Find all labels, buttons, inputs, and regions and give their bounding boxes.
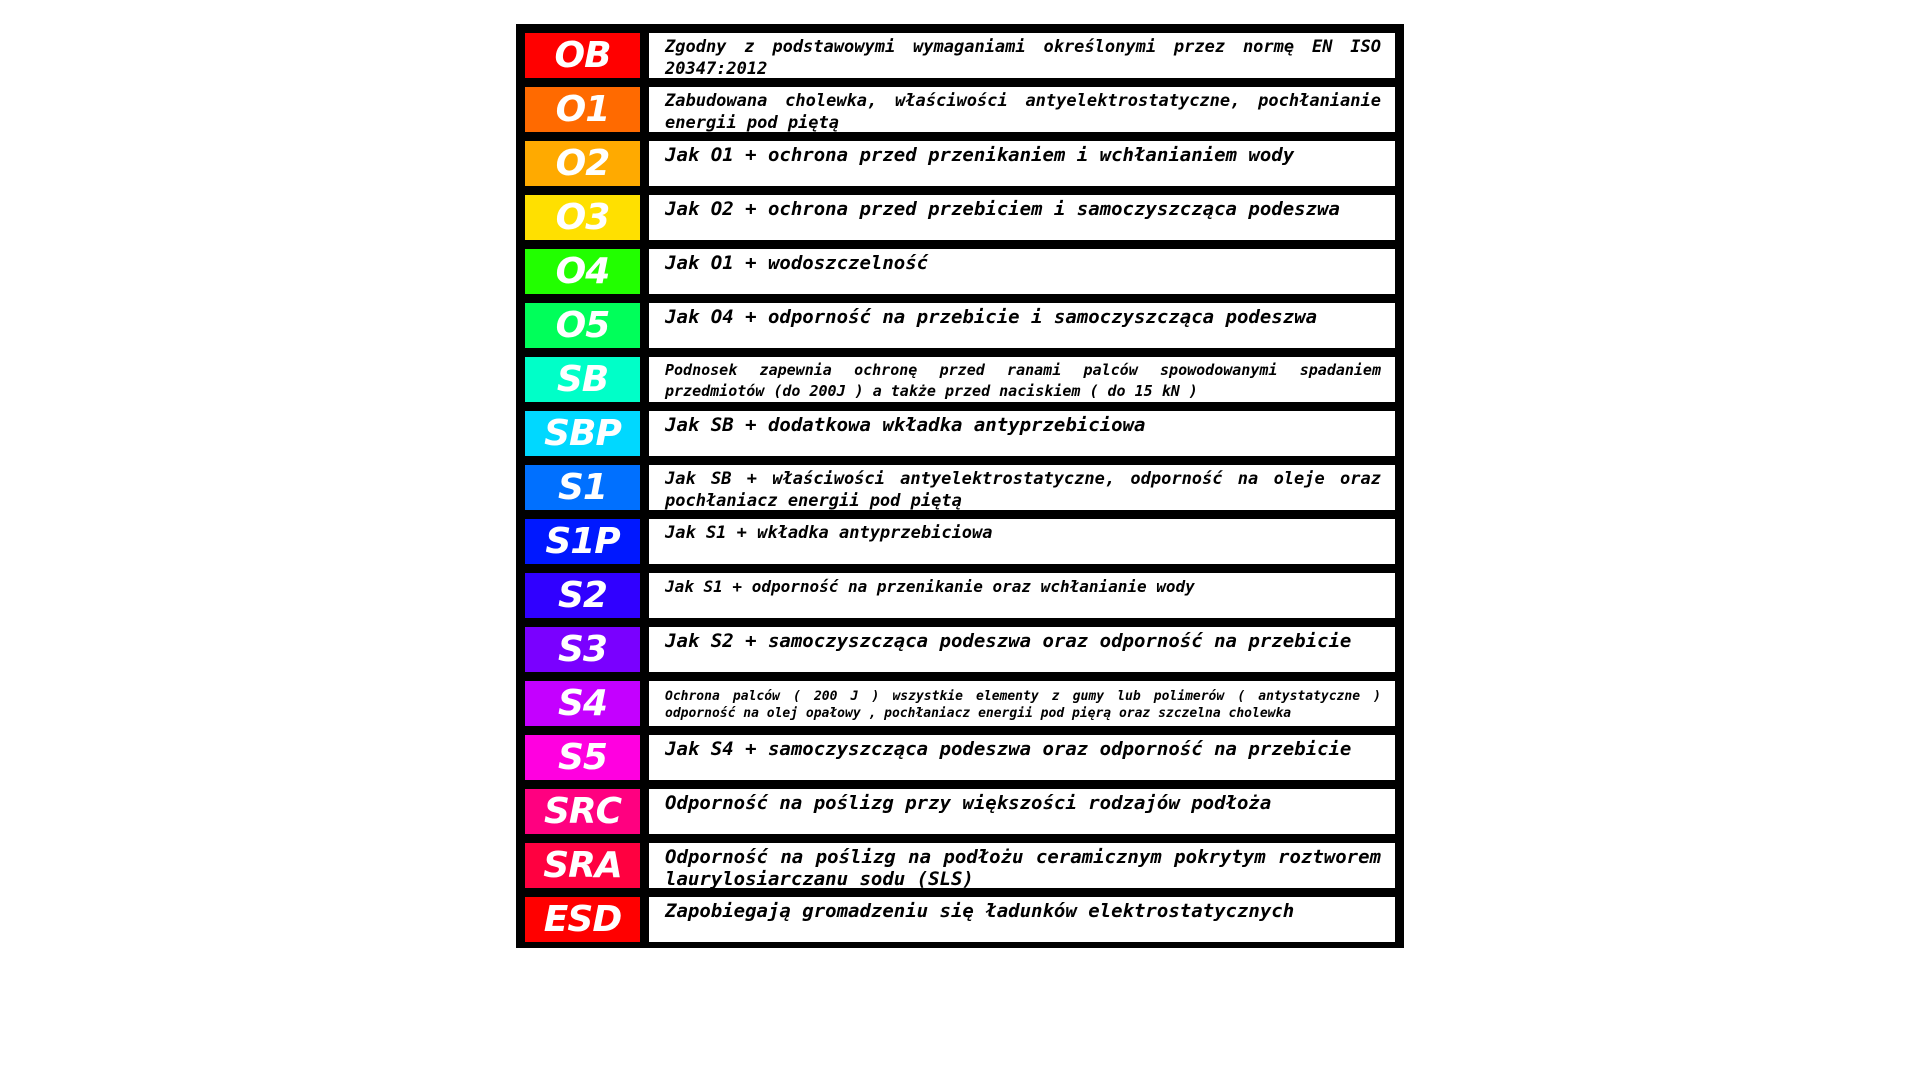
class-code-badge: SRC bbox=[525, 789, 640, 834]
class-row-src bbox=[525, 789, 1395, 834]
class-code-badge: O4 bbox=[525, 249, 640, 294]
class-row-s1p bbox=[525, 519, 1395, 564]
class-code-badge: O1 bbox=[525, 87, 640, 132]
class-row-s5 bbox=[525, 735, 1395, 780]
class-row-sra bbox=[525, 843, 1395, 888]
class-row-ob bbox=[525, 33, 1395, 78]
class-description: Odporność na poślizg przy większości rodzajów podłoża bbox=[649, 789, 1395, 834]
class-description: Jak O1 + ochrona przed przenikaniem i wchłanianiem wody bbox=[649, 141, 1395, 186]
class-row-sb bbox=[525, 357, 1395, 402]
class-code-badge: O5 bbox=[525, 303, 640, 348]
class-code-badge: SRA bbox=[525, 843, 640, 888]
class-row-o2 bbox=[525, 141, 1395, 186]
class-row-s1 bbox=[525, 465, 1395, 510]
class-description: Jak S4 + samoczyszcząca podeszwa oraz odporność na przebicie bbox=[649, 735, 1395, 780]
class-description: Jak O1 + wodoszczelność bbox=[649, 249, 1395, 294]
class-code-badge: S5 bbox=[525, 735, 640, 780]
class-code-badge: S2 bbox=[525, 573, 640, 618]
class-code-badge: S1 bbox=[525, 465, 640, 510]
class-description: Zabudowana cholewka, właściwości antyelektrostatyczne, pochłanianie energii pod piętą bbox=[649, 87, 1395, 132]
class-row-o5 bbox=[525, 303, 1395, 348]
class-description: Odporność na poślizg na podłożu ceramicznym pokrytym roztworem laurylosiarczanu sodu (SLS) bbox=[649, 843, 1395, 888]
class-code-badge: S1P bbox=[525, 519, 640, 564]
class-row-s3 bbox=[525, 627, 1395, 672]
class-code-badge: S3 bbox=[525, 627, 640, 672]
class-row-esd bbox=[525, 897, 1395, 942]
class-description: Jak S1 + wkładka antyprzebiciowa bbox=[649, 519, 1395, 564]
class-description: Ochrona palców ( 200 J ) wszystkie elementy z gumy lub polimerów ( antystatyczne ) odporność na olej opałowy , pochłaniacz energii pod pięrą oraz szczelna cholewka bbox=[649, 681, 1395, 726]
class-description: Zgodny z podstawowymi wymaganiami określonymi przez normę EN ISO 20347:2012 bbox=[649, 33, 1395, 78]
class-row-s2 bbox=[525, 573, 1395, 618]
class-code-badge: S4 bbox=[525, 681, 640, 726]
class-description: Jak SB + dodatkowa wkładka antyprzebiciowa bbox=[649, 411, 1395, 456]
safety-class-table bbox=[516, 24, 1404, 948]
class-row-o4 bbox=[525, 249, 1395, 294]
class-description: Podnosek zapewnia ochronę przed ranami palców spowodowanymi spadaniem przedmiotów (do 200J ) a także przed naciskiem ( do 15 kN ) bbox=[649, 357, 1395, 402]
class-description: Jak S2 + samoczyszcząca podeszwa oraz odporność na przebicie bbox=[649, 627, 1395, 672]
class-row-o1 bbox=[525, 87, 1395, 132]
class-row-s4 bbox=[525, 681, 1395, 726]
class-code-badge: OB bbox=[525, 33, 640, 78]
class-description: Zapobiegają gromadzeniu się ładunków elektrostatycznych bbox=[649, 897, 1395, 942]
class-row-sbp bbox=[525, 411, 1395, 456]
class-description: Jak O4 + odporność na przebicie i samoczyszcząca podeszwa bbox=[649, 303, 1395, 348]
class-code-badge: ESD bbox=[525, 897, 640, 942]
class-code-badge: SB bbox=[525, 357, 640, 402]
class-code-badge: O2 bbox=[525, 141, 640, 186]
class-row-o3 bbox=[525, 195, 1395, 240]
class-description: Jak SB + właściwości antyelektrostatyczne, odporność na oleje oraz pochłaniacz energii pod piętą bbox=[649, 465, 1395, 510]
class-description: Jak S1 + odporność na przenikanie oraz wchłanianie wody bbox=[649, 573, 1395, 618]
class-description: Jak O2 + ochrona przed przebiciem i samoczyszcząca podeszwa bbox=[649, 195, 1395, 240]
class-code-badge: SBP bbox=[525, 411, 640, 456]
class-code-badge: O3 bbox=[525, 195, 640, 240]
